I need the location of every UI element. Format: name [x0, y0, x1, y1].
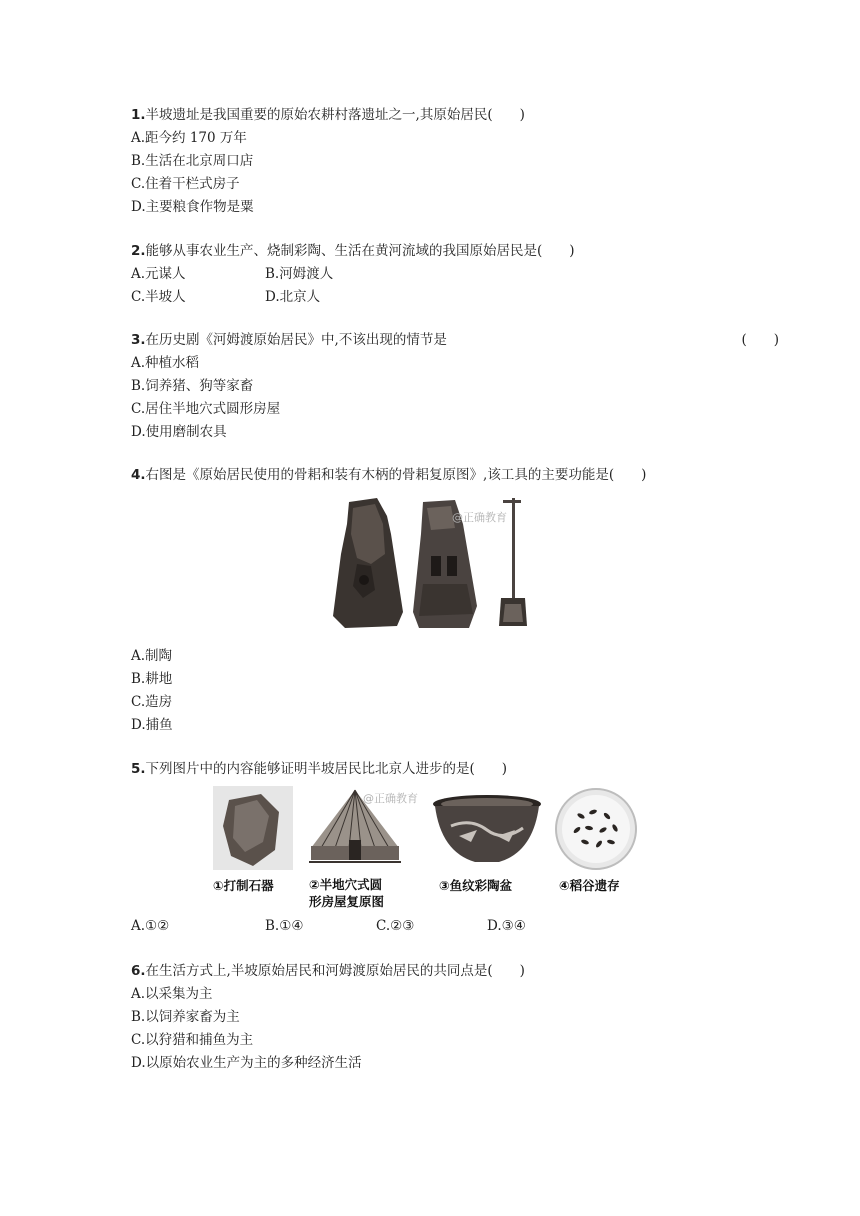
option-d: D.以原始农业生产为主的多种经济生活 — [131, 1055, 362, 1071]
caption-2-line-2: 形房屋复原图 — [309, 894, 385, 909]
option-b: B.河姆渡人 — [265, 266, 334, 282]
question-stem — [131, 329, 791, 352]
option-b: B.耕地 — [131, 671, 173, 687]
painted-pottery-photo — [431, 792, 543, 868]
answer-paren: ( ) — [741, 332, 779, 348]
option-d: D.使用磨制农具 — [131, 424, 227, 440]
question-stem — [131, 960, 791, 983]
caption-3: ③鱼纹彩陶盆 — [439, 878, 513, 893]
question-stem — [131, 464, 791, 487]
hut-image — [305, 786, 418, 870]
question-number: 6. — [131, 963, 146, 979]
option-d: D.主要粮食作物是粟 — [131, 199, 254, 215]
option-a: A.①② — [131, 918, 170, 934]
option-d: D.捕鱼 — [131, 717, 173, 733]
option-c: C.造房 — [131, 694, 173, 710]
rice-grain-photo — [553, 786, 639, 872]
question-number: 2. — [131, 243, 146, 259]
hut-drawing — [305, 786, 418, 870]
question-stem — [131, 758, 791, 781]
stone-tool-image — [213, 786, 293, 870]
option-c: C.住着干栏式房子 — [131, 176, 240, 192]
question-6 — [131, 960, 791, 1075]
option-a: A.制陶 — [131, 648, 173, 664]
question-text: 右图是《原始居民使用的骨耜和装有木柄的骨耜复原图》,该工具的主要功能是( ) — [145, 467, 647, 483]
option-row — [131, 263, 791, 286]
bone-spade-image — [327, 494, 537, 636]
option-d: D.③④ — [487, 918, 526, 934]
option-c: C.②③ — [376, 918, 415, 934]
option-b: B.饲养猪、狗等家畜 — [131, 378, 254, 394]
watermark: @正确教育 — [363, 792, 418, 805]
question-1 — [131, 104, 791, 219]
question-5-options — [131, 915, 791, 938]
option-d: D.北京人 — [265, 289, 321, 305]
option-b: B.①④ — [265, 918, 304, 934]
question-stem — [131, 240, 791, 263]
question-3 — [131, 329, 791, 444]
option-b: B.生活在北京周口店 — [131, 153, 254, 169]
question-4-options — [131, 645, 791, 737]
question-number: 1. — [131, 107, 146, 123]
caption-1: ①打制石器 — [213, 878, 274, 893]
question-text: 能够从事农业生产、烧制彩陶、生活在黄河流域的我国原始居民是( ) — [145, 243, 575, 259]
option-c: C.半坡人 — [131, 289, 186, 305]
watermark: @正确教育 — [452, 511, 507, 524]
option-c: C.居住半地穴式圆形房屋 — [131, 401, 281, 417]
question-number: 4. — [131, 467, 146, 483]
artifact-figure-strip — [213, 786, 643, 912]
option-a: A.元谋人 — [131, 266, 186, 282]
option-a: A.以采集为主 — [131, 986, 213, 1002]
caption-2-line-1: ②半地穴式圆 — [309, 877, 383, 892]
option-a: A.距今约 170 万年 — [131, 130, 247, 146]
stone-tool-photo — [213, 786, 293, 870]
question-4 — [131, 464, 791, 487]
rice-grain-image — [553, 786, 639, 872]
question-text: 半坡遗址是我国重要的原始农耕村落遗址之一,其原始居民( ) — [145, 107, 525, 123]
question-number: 3. — [131, 332, 146, 348]
question-text: 在生活方式上,半坡原始居民和河姆渡原始居民的共同点是( ) — [145, 963, 525, 979]
question-text: 在历史剧《河姆渡原始居民》中,不该出现的情节是 — [145, 332, 447, 348]
bone-spade-figure — [327, 494, 537, 636]
pottery-image — [431, 792, 543, 868]
option-a: A.种植水稻 — [131, 355, 200, 371]
option-c: C.以狩猎和捕鱼为主 — [131, 1032, 254, 1048]
caption-2 — [309, 876, 384, 910]
caption-4: ④稻谷遗存 — [559, 878, 620, 893]
question-2 — [131, 240, 791, 309]
question-text: 下列图片中的内容能够证明半坡居民比北京人进步的是( ) — [145, 761, 508, 777]
question-5 — [131, 758, 791, 781]
option-row — [131, 915, 791, 938]
question-number: 5. — [131, 761, 146, 777]
option-b: B.以饲养家畜为主 — [131, 1009, 240, 1025]
question-stem — [131, 104, 791, 127]
option-row — [131, 286, 791, 309]
